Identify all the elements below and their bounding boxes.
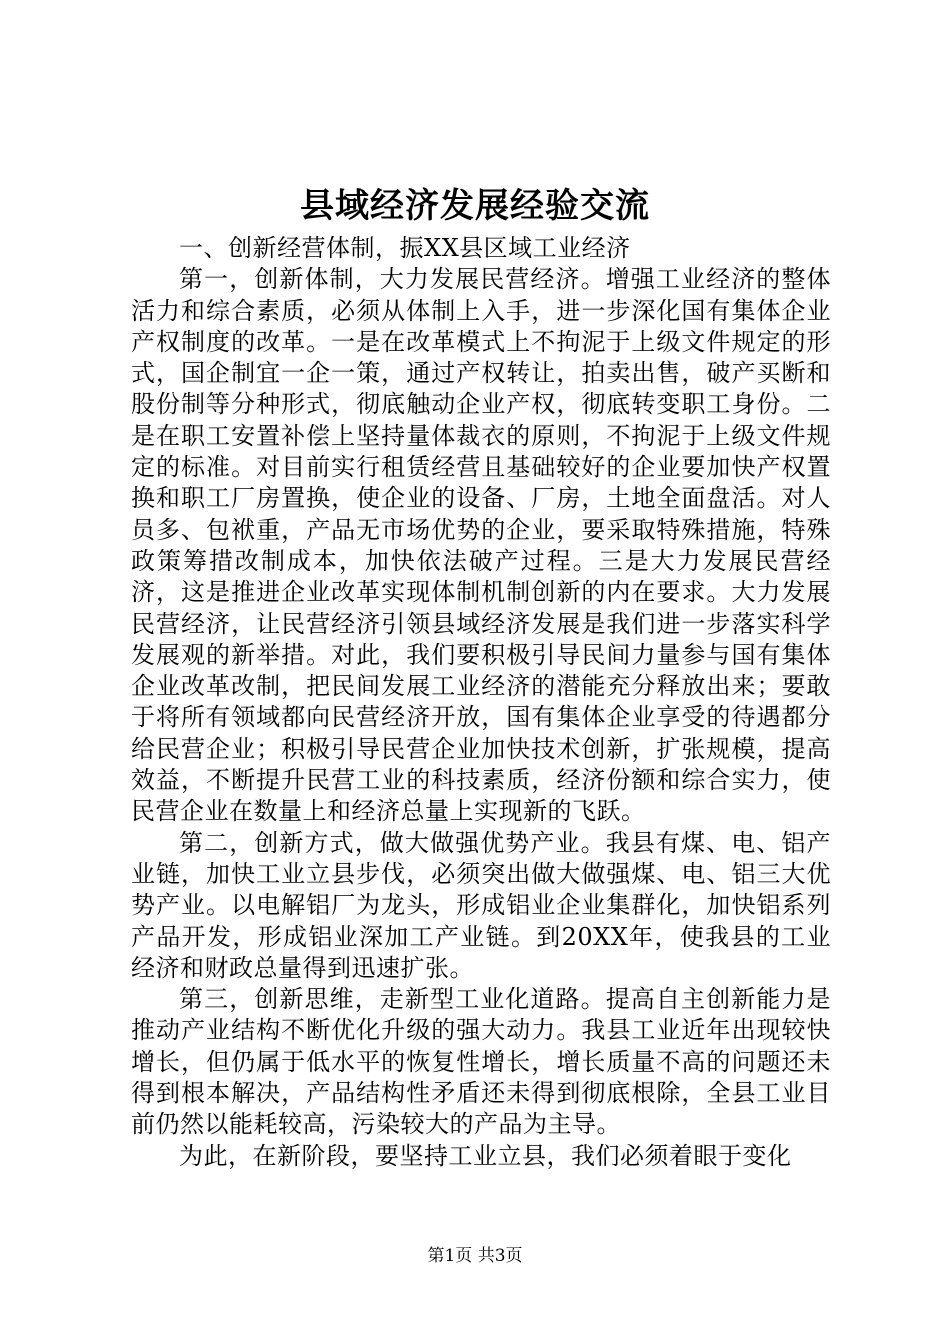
document-title: 县域经济发展经验交流 [300,186,650,226]
paragraph: 第二，创新方式，做大做强优势产业。我县有煤、电、铝产业链，加快工业立县步伐，必须突出做大做强煤、电、铝三大优势产业。以电解铝厂为龙头，形成铝业企业集群化，加快铝系列产品开发，形成铝业深加工产业链。到20XX年，使我县的工业经济和财政总量得到迅速扩张。 [131,828,831,982]
paragraph: 为此，在新阶段，要坚持工业立县，我们必须着眼于变化 [179,1141,792,1170]
section-heading: 一、创新经营体制，振XX县区域工业经济 [179,234,631,262]
paragraph: 第一，创新体制，大力发展民营经济。增强工业经济的整体活力和综合素质，必须从体制上入手，进一步深化国有集体企业产权制度的改革。一是在改革模式上不拘泥于上级文件规定的形式，国企制宜一企一策，通过产权转让，拍卖出售，破产买断和股份制等分种形式，彻底触动企业产权，彻底转变职工身份。二是在职工安置补偿上坚持量体裁衣的原则，不拘泥于上级文件规定的标准。对目前实行租赁经营且基础较好的企业要加快产权置换和职工厂房置换，使企业的设备、厂房，土地全面盘活。对人员多、包袱重，产品无市场优势的企业，要采取特殊措施，特殊政策筹措改制成本，加快依法破产过程。三是大力发展民营经济，这是推进企业改革实现体制机制创新的内在要求。大力发展民营经济，让民营经济引领县域经济发展是我们进一步落实科学发展观的新举措。对此，我们要积极引导民间力量参与国有集体企业改革改制，把民间发展工业经济的潜能充分释放出来；要敢于将所有领域都向民营经济开放，国有集体企业享受的待遇都分给民营企业；积极引导民营企业加快技术创新，扩张规模，提高效益，不断提升民营工业的科技素质，经济份额和综合实力，使民营企业在数量上和经济总量上实现新的飞跃。 [131,265,831,826]
page-footer: 第1页 共3页 [427,1246,523,1266]
paragraph: 第三，创新思维，走新型工业化道路。提高自主创新能力是推动产业结构不断优化升级的强大动力。我县工业近年出现较快增长，但仍属于低水平的恢复性增长，增长质量不高的问题还未得到根本解决，产品结构性矛盾还未得到彻底根除，全县工业目前仍然以能耗较高，污染较大的产品为主导。 [131,985,831,1139]
document-body [131,233,831,1172]
